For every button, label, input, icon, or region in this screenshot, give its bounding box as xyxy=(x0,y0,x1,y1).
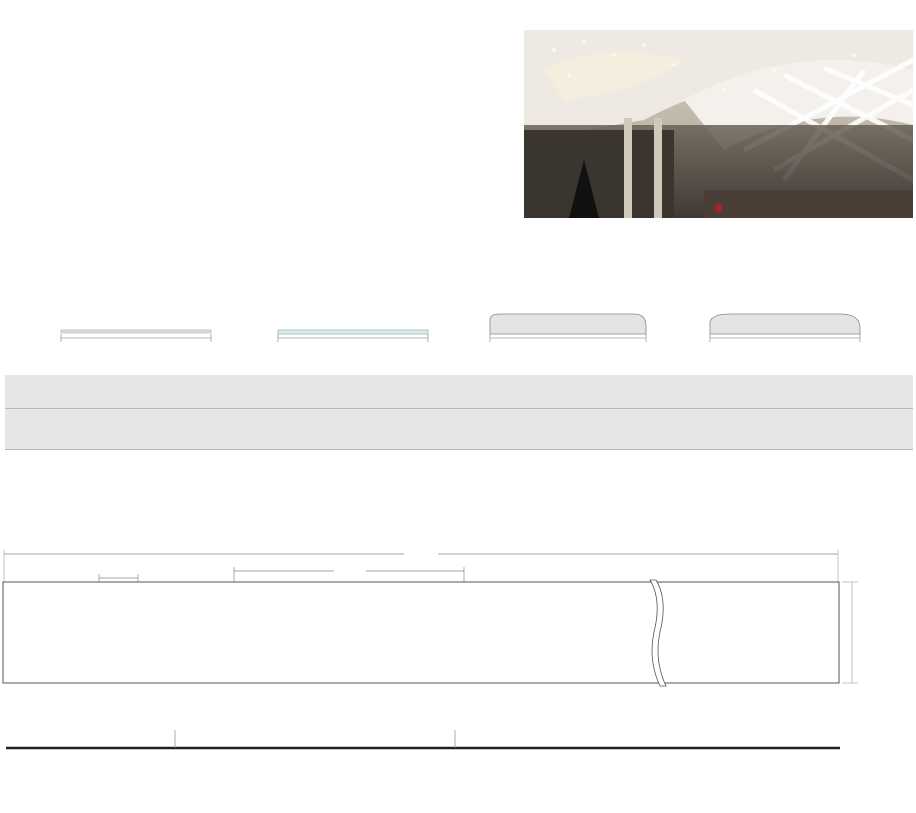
strip-side-drawing xyxy=(0,722,916,766)
ip-rating-cell xyxy=(252,375,449,409)
profile-ip20 xyxy=(45,316,220,360)
ip-rates-table xyxy=(5,375,913,450)
ip-rating-cell xyxy=(671,375,913,409)
profile-ip64-pu xyxy=(690,310,870,360)
strip-top-drawing xyxy=(0,540,916,709)
profile-ip64-silicone xyxy=(474,310,654,360)
ip-type-cell xyxy=(252,409,449,450)
profile-ip54 xyxy=(262,316,437,360)
ip-type-row xyxy=(5,409,913,450)
ip-rating-cell xyxy=(449,375,671,409)
ip-type-cell xyxy=(5,409,252,450)
ip-rating-row xyxy=(5,375,913,409)
ip-rating-cell xyxy=(5,375,252,409)
ip-type-cell xyxy=(671,409,913,450)
application-photo xyxy=(524,30,913,218)
ip-type-cell xyxy=(449,409,671,450)
